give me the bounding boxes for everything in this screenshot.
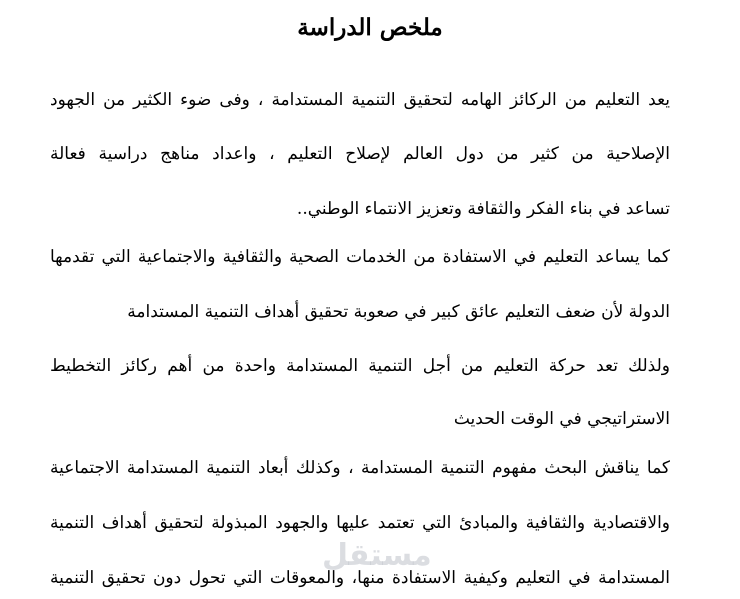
text-line-4: كما يساعد التعليم في الاستفادة من الخدمات الصحية والثقافية والاجتماعية التي تقدمها	[50, 247, 670, 267]
text-line-3: تساعد في بناء الفكر والثقافة وتعزيز الانتماء الوطني..	[296, 199, 670, 219]
text-line-7: الاستراتيجي في الوقت الحديث	[453, 409, 670, 429]
text-line-6: ولذلك تعد حركة التعليم من أجل التنمية المستدامة واحدة من أهم ركائز التخطيط	[50, 356, 670, 376]
watermark-logo: مستقل	[322, 538, 432, 573]
text-line-2: الإصلاحية من كثير من دول العالم لإصلاح التعليم ، واعداد مناهج دراسية فعالة	[50, 144, 670, 164]
document-title: ملخص الدراسة	[297, 14, 443, 41]
text-line-8: كما يناقش البحث مفهوم التنمية المستدامة ، وكذلك أبعاد التنمية المستدامة الاجتماعية	[50, 458, 670, 478]
text-line-1: يعد التعليم من الركائز الهامه لتحقيق التنمية المستدامة ، وفى ضوء الكثير من الجهود	[50, 90, 670, 110]
text-line-5: الدولة لأن ضعف التعليم عائق كبير في صعوبة تحقيق أهداف التنمية المستدامة	[127, 302, 670, 322]
text-line-10: المستدامة في التعليم وكيفية الاستفادة منها، والمعوقات التي تحول دون تحقيق التنمية	[50, 568, 670, 588]
text-line-9: والاقتصادية والثقافية والمبادئ التي تعتمد عليها والجهود المبذولة لتحقيق أهداف التنمية	[50, 513, 670, 533]
